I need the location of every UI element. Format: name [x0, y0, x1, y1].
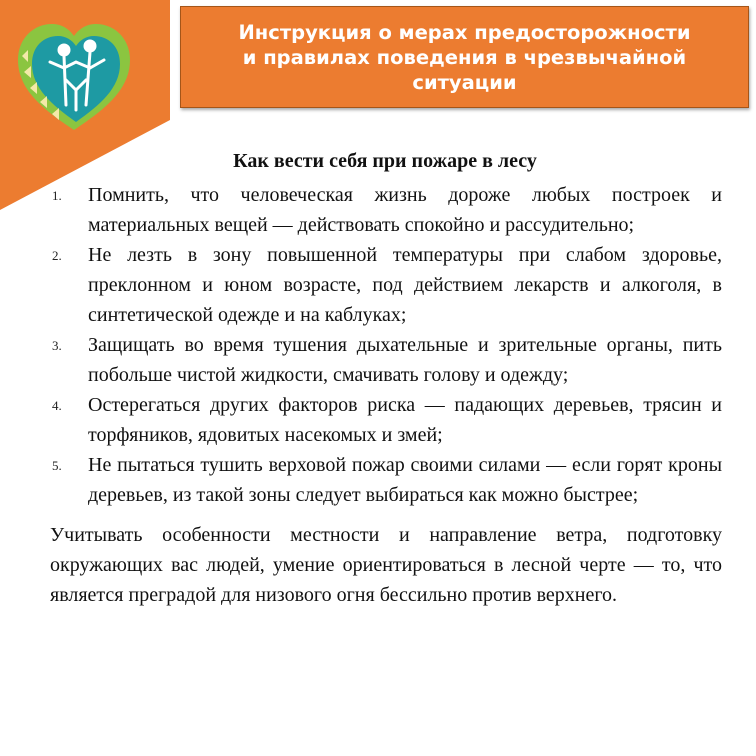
- list-item-number: 2.: [52, 248, 62, 263]
- list-item: [50, 180, 722, 240]
- list-item: [50, 450, 722, 510]
- list-item-text: Остерегаться других факторов риска — падающих деревьев, трясин и торфяников, ядовитых насекомых и змей;: [88, 394, 722, 446]
- instructions-list: [50, 180, 722, 510]
- heart-family-logo-icon: [14, 10, 134, 140]
- list-item-text: Не пытаться тушить верховой пожар своими силами — если горят кроны деревьев, из такой зоны следует выбираться как можно быстрее;: [88, 454, 722, 506]
- list-item: [50, 390, 722, 450]
- section-heading: Как вести себя при пожаре в лесу: [233, 150, 537, 172]
- list-item-text: Не лезть в зону повышенной температуры при слабом здоровье, преклонном и юном возрасте, под действием лекарств и алкоголя, в синтетической одежде и на каблуках;: [88, 244, 722, 326]
- page-title: Инструкция о мерах предосторожности и правилах поведения в чрезвычайной ситуации: [238, 20, 691, 94]
- list-item-number: 5.: [52, 458, 62, 473]
- title-banner: [180, 6, 749, 108]
- list-item-text: Защищать во время тушения дыхательные и зрительные органы, пить побольше чистой жидкости, смачивать голову и одежду;: [88, 334, 722, 386]
- list-item-number: 1.: [52, 188, 62, 203]
- instructions-body: [50, 180, 722, 610]
- list-item-number: 4.: [52, 398, 62, 413]
- list-item: [50, 330, 722, 390]
- list-item-number: 3.: [52, 338, 62, 353]
- list-item-text: Помнить, что человеческая жизнь дороже любых построек и материальных вещей — действовать спокойно и рассудительно;: [88, 184, 722, 236]
- closing-paragraph: Учитывать особенности местности и направление ветра, подготовку окружающих вас людей, умение ориентироваться в лесной черте — то, что является преградой для низового огня бессильно против верхнего.: [50, 524, 722, 606]
- list-item: [50, 240, 722, 330]
